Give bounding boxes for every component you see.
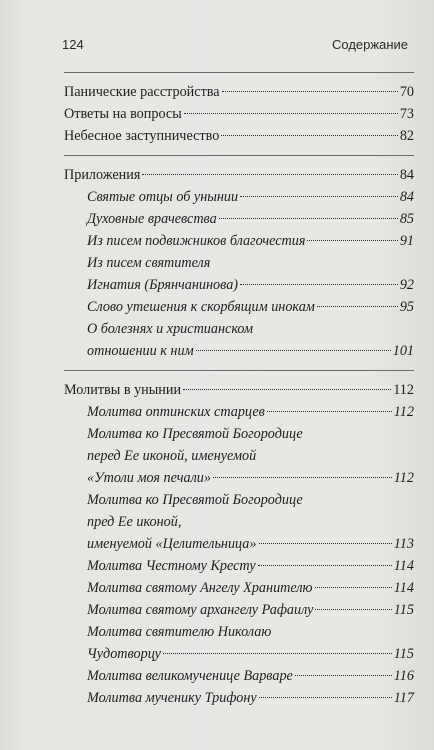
entry-title-line: Молитва ко Пресвятой Богородице <box>87 426 303 442</box>
entry-title-line: Молитва ко Пресвятой Богородице <box>87 492 303 508</box>
entry-title-block <box>87 208 414 230</box>
entry-page-number: 117 <box>393 690 414 706</box>
entry-title-line: Молитва святителю Николаю <box>87 624 272 640</box>
toc-subentry <box>64 599 414 621</box>
entry-page-number: 115 <box>393 602 414 618</box>
entry-last-line <box>87 340 414 362</box>
entry-page-number: 70 <box>399 84 414 100</box>
entry-title-block <box>87 230 414 252</box>
entry-title: именуемой «Целительница» <box>87 536 257 552</box>
toc-entry <box>64 125 414 147</box>
entry-last-line <box>87 401 414 423</box>
dot-leader <box>240 196 398 197</box>
toc-subentry <box>64 252 414 296</box>
entry-title-line: пред Ее иконой, <box>87 514 182 530</box>
toc-subentry <box>64 555 414 577</box>
dot-leader <box>222 91 398 92</box>
toc-entry <box>64 164 414 186</box>
entry-title-block <box>87 687 414 709</box>
dot-leader <box>307 240 397 241</box>
entry-last-line <box>87 577 414 599</box>
entry-title-block <box>87 555 414 577</box>
dot-leader <box>258 565 392 566</box>
entry-last-line <box>87 533 414 555</box>
entry-last-line <box>87 274 414 296</box>
entry-last-line <box>87 599 414 621</box>
toc-subentry <box>64 318 414 362</box>
dot-leader <box>317 306 398 307</box>
entry-title: отношении к ним <box>87 343 194 359</box>
entry-title: Молитва мученику Трифону <box>87 690 257 706</box>
entry-last-line <box>87 230 414 252</box>
toc-subentry <box>64 621 414 665</box>
toc-subentry <box>64 401 414 423</box>
entry-title: Духовные врачевства <box>87 211 217 227</box>
entry-title-block <box>87 318 414 362</box>
entry-title-block <box>87 296 414 318</box>
entry-title: «Утоли моя печали» <box>87 470 211 486</box>
entry-page-number: 114 <box>393 558 414 574</box>
entry-page-number: 112 <box>393 404 414 420</box>
table-of-contents <box>64 64 414 709</box>
divider <box>64 155 414 156</box>
page-number: 124 <box>62 37 84 52</box>
toc-group-appendices <box>64 164 414 362</box>
entry-last-line <box>87 296 414 318</box>
dot-leader <box>183 389 391 390</box>
toc-subentry <box>64 296 414 318</box>
entry-page-number: 82 <box>399 128 414 144</box>
entry-title: Святые отцы об унынии <box>87 189 239 205</box>
entry-title-line: перед Ее иконой, именуемой <box>87 448 257 464</box>
entry-title-block <box>87 599 414 621</box>
entry-title-line: О болезнях и христианском <box>87 321 254 337</box>
entry-title: Молитва Честному Кресту <box>87 558 256 574</box>
toc-entry <box>64 103 414 125</box>
entry-title: Игнатия (Брянчанинова) <box>87 277 239 293</box>
toc-subentry <box>64 687 414 709</box>
entry-page-number: 85 <box>399 211 414 227</box>
toc-subentry <box>64 208 414 230</box>
entry-title-block <box>87 252 414 296</box>
dot-leader <box>240 284 398 285</box>
divider <box>64 370 414 371</box>
entry-title: Небесное заступничество <box>64 128 220 144</box>
entry-title: Из писем подвижников благочестия <box>87 233 306 249</box>
entry-last-line <box>87 665 414 687</box>
entry-page-number: 114 <box>393 580 414 596</box>
entry-title: Чудотворцу <box>87 646 161 662</box>
entry-last-line <box>87 208 414 230</box>
toc-subentry <box>64 423 414 489</box>
dot-leader <box>259 543 392 544</box>
entry-page-number: 101 <box>392 343 414 359</box>
entry-title-block <box>87 401 414 423</box>
entry-page-number: 116 <box>393 668 414 684</box>
entry-last-line <box>87 687 414 709</box>
entry-last-line <box>87 555 414 577</box>
entry-page-number: 115 <box>393 646 414 662</box>
entry-page-number: 112 <box>393 382 414 398</box>
toc-subentry <box>64 577 414 599</box>
entry-title: Молитва святому архангелу Рафаилу <box>87 602 314 618</box>
dot-leader <box>184 113 398 114</box>
dot-leader <box>213 477 392 478</box>
entry-title-block <box>87 577 414 599</box>
entry-page-number: 113 <box>393 536 414 552</box>
entry-last-line <box>87 186 414 208</box>
entry-title: Молитва оптинских старцев <box>87 404 265 420</box>
dot-leader <box>142 174 397 175</box>
entry-title: Молитва великомученице Варваре <box>87 668 293 684</box>
entry-title: Слово утешения к скорбящим инокам <box>87 299 315 315</box>
dot-leader <box>295 675 392 676</box>
toc-entry <box>64 81 414 103</box>
dot-leader <box>315 609 391 610</box>
entry-title: Молитвы в унынии <box>64 382 182 398</box>
divider <box>64 72 414 73</box>
entry-title-block <box>87 489 414 555</box>
toc-entry <box>64 379 414 401</box>
entry-title: Молитва святому Ангелу Хранителю <box>87 580 313 596</box>
entry-title-block <box>87 186 414 208</box>
dot-leader <box>219 218 398 219</box>
entry-last-line <box>87 643 414 665</box>
entry-title-block <box>87 621 414 665</box>
entry-page-number: 84 <box>399 167 414 183</box>
entry-page-number: 84 <box>399 189 414 205</box>
entry-title-line: Из писем святителя <box>87 255 211 271</box>
toc-subentry <box>64 665 414 687</box>
dot-leader <box>196 350 391 351</box>
dot-leader <box>221 135 398 136</box>
entry-page-number: 91 <box>399 233 414 249</box>
toc-subentry <box>64 186 414 208</box>
toc-group-main <box>64 81 414 147</box>
toc-subentry <box>64 489 414 555</box>
toc-group-prayers <box>64 379 414 709</box>
running-title: Содержание <box>332 37 408 52</box>
entry-title: Панические расстройства <box>64 84 220 100</box>
entry-page-number: 95 <box>399 299 414 315</box>
entry-title: Ответы на вопросы <box>64 106 182 122</box>
entry-page-number: 92 <box>399 277 414 293</box>
running-header <box>62 37 408 52</box>
entry-title-block <box>87 423 414 489</box>
toc-subentry <box>64 230 414 252</box>
entry-title: Приложения <box>64 167 141 183</box>
entry-page-number: 112 <box>393 470 414 486</box>
dot-leader <box>163 653 392 654</box>
dot-leader <box>267 411 392 412</box>
entry-page-number: 73 <box>399 106 414 122</box>
entry-last-line <box>87 467 414 489</box>
dot-leader <box>259 697 392 698</box>
entry-title-block <box>87 665 414 687</box>
dot-leader <box>315 587 392 588</box>
